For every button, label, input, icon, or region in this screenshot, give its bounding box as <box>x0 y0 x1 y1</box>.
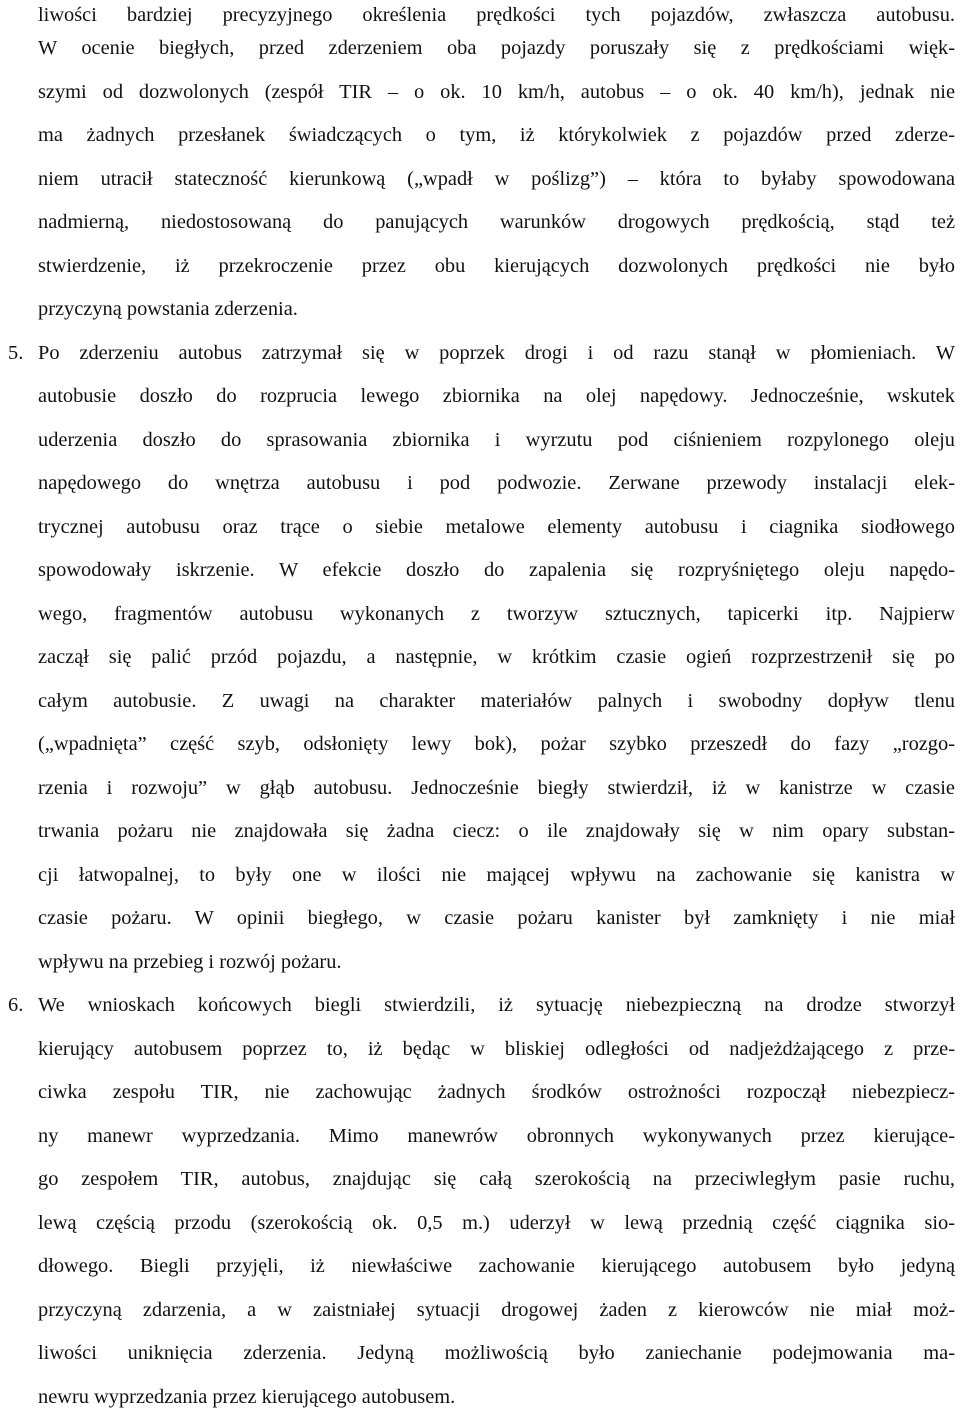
text-line: czasie pożaru. W opinii biegłego, w czasie pożaru kanister był zamknięty i nie miał <box>38 907 955 929</box>
text-line: cji łatwopalnej, to były one w ilości nie mającej wpływu na zachowanie się kanistra w <box>38 864 955 886</box>
text-line: trycznej autobusu oraz trące o siebie metalowe elementy autobusu i ciagnika siodłowego <box>38 516 955 538</box>
text-line: autobusie doszło do rozprucia lewego zbiornika na olej napędowy. Jednocześnie, wskutek <box>38 385 955 407</box>
text-line: liwości bardziej precyzyjnego określenia prędkości tych pojazdów, zwłaszcza autobusu. <box>38 4 955 26</box>
text-line: ny manewr wyprzedzania. Mimo manewrów obronnych wykonywanych przez kierujące- <box>38 1125 955 1147</box>
text-line: wego, fragmentów autobusu wykonanych z tworzyw sztucznych, tapicerki itp. Najpierw <box>38 603 955 625</box>
list-item-number: 5. <box>8 342 24 364</box>
text-line: dłowego. Biegli przyjęli, iż niewłaściwe zachowanie kierującego autobusem było jedyną <box>38 1255 955 1277</box>
text-line: przyczyną zdarzenia, a w zaistniałej sytuacji drogowej żaden z kierowców nie miał moż- <box>38 1299 955 1321</box>
text-line: niem utracił stateczność kierunkową („wpadł w poślizg”) – która to byłaby spowodowana <box>38 168 955 190</box>
text-line: W ocenie biegłych, przed zderzeniem oba pojazdy poruszały się z prędkościami więk- <box>38 37 955 59</box>
text-line: wpływu na przebieg i rozwój pożaru. <box>38 951 342 973</box>
text-line: nadmierną, niedostosowaną do panujących warunków drogowych prędkością, stąd też <box>38 211 955 233</box>
text-line: We wnioskach końcowych biegli stwierdzili, iż sytuację niebezpieczną na drodze stworzył <box>38 994 955 1016</box>
text-line: zaczął się palić przód pojazdu, a następnie, w krótkim czasie ogień rozprzestrzenił się po <box>38 646 955 668</box>
text-line: rzenia i rozwoju” w głąb autobusu. Jednocześnie biegły stwierdził, iż w kanistrze w czasie <box>38 777 955 799</box>
text-line: spowodowały iskrzenie. W efekcie doszło do zapalenia się rozpryśniętego oleju napędo- <box>38 559 955 581</box>
text-line: trwania pożaru nie znajdowała się żadna ciecz: o ile znajdowały się w nim opary substan- <box>38 820 955 842</box>
text-line: ciwka zespołu TIR, nie zachowując żadnych środków ostrożności rozpoczął niebezpiecz- <box>38 1081 955 1103</box>
text-line: przyczyną powstania zderzenia. <box>38 298 298 320</box>
text-line: napędowego do wnętrza autobusu i pod podwozie. Zerwane przewody instalacji elek- <box>38 472 955 494</box>
text-line: stwierdzenie, iż przekroczenie przez obu kierujących dozwolonych prędkości nie było <box>38 255 955 277</box>
text-line: szymi od dozwolonych (zespół TIR – o ok. 10 km/h, autobus – o ok. 40 km/h), jednak nie <box>38 81 955 103</box>
text-line: uderzenia doszło do sprasowania zbiornika i wyrzutu pod ciśnieniem rozpylonego oleju <box>38 429 955 451</box>
list-item-number: 6. <box>8 994 24 1016</box>
text-line: liwości uniknięcia zderzenia. Jedyną możliwością było zaniechanie podejmowania ma- <box>38 1342 955 1364</box>
text-line: („wpadnięta” część szyb, odsłonięty lewy bok), pożar szybko przeszedł do fazy „rozgo- <box>38 733 955 755</box>
text-line: całym autobusie. Z uwagi na charakter materiałów palnych i swobodny dopływ tlenu <box>38 690 955 712</box>
text-line: newru wyprzedzania przez kierującego autobusem. <box>38 1386 456 1408</box>
text-line: kierujący autobusem poprzez to, iż będąc w bliskiej odległości od nadjeżdżającego z prze- <box>38 1038 955 1060</box>
text-line: ma żadnych przesłanek świadczących o tym, iż którykolwiek z pojazdów przed zderze- <box>38 124 955 146</box>
text-line: Po zderzeniu autobus zatrzymał się w poprzek drogi i od razu stanął w płomieniach. W <box>38 342 955 364</box>
text-line: lewą częścią przodu (szerokością ok. 0,5 m.) uderzył w lewą przednią część ciągnika sio- <box>38 1212 955 1234</box>
text-line: go zespołem TIR, autobus, znajdując się całą szerokością na przeciwległym pasie ruchu, <box>38 1168 955 1190</box>
